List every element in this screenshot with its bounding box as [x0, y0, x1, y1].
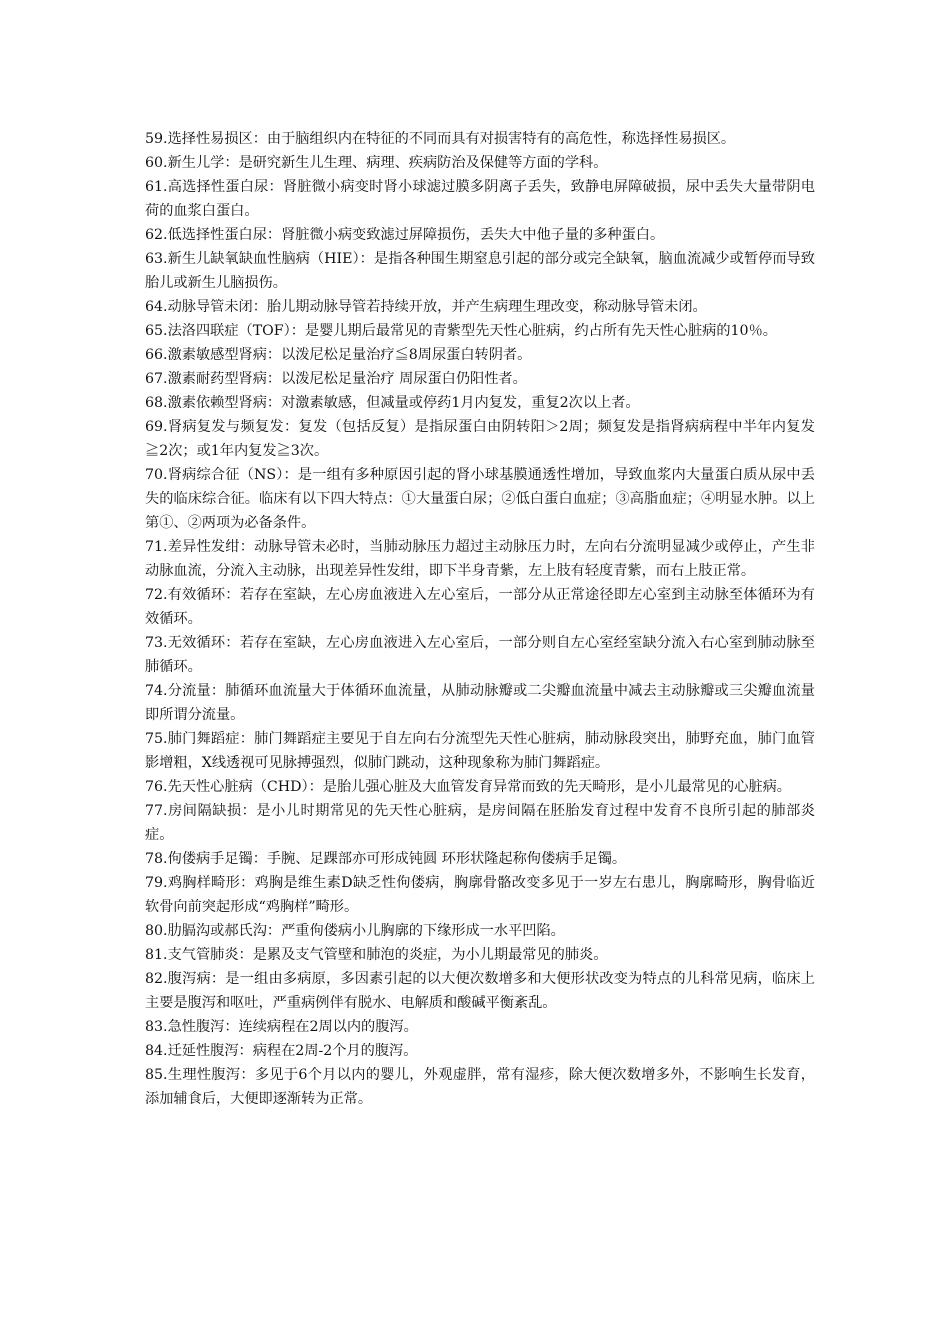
- definition-entry-75: 75.肺门舞蹈症：肺门舞蹈症主要见于自左向右分流型先天性心脏病，肺动脉段突出，肺野充血，肺门血管影增粗，X线透视可见脉搏强烈，似肺门跳动，这种现象称为肺门舞蹈症。: [145, 731, 815, 771]
- definition-entry-72: 72.有效循环：若存在室缺，左心房血液进入左心室后，一部分从正常途径即左心室到主动脉至体循环为有效循环。: [145, 587, 815, 627]
- definition-entry-81: 81.支气管肺炎：是累及支气管壁和肺泡的炎症，为小儿期最常见的肺炎。: [145, 947, 608, 963]
- definition-entry-80: 80.肋膈沟或郝氏沟：严重佝偻病小儿胸廓的下缘形成一水平凹陷。: [145, 923, 565, 939]
- definition-entry-74: 74.分流量：肺循环血流量大于体循环血流量，从肺动脉瓣或二尖瓣血流量中减去主动脉瓣或三尖瓣血流量即所谓分流量。: [145, 683, 815, 723]
- definition-entry-62: 62.低选择性蛋白尿：肾脏微小病变致滤过屏障损伤，丢失大中他子量的多种蛋白。: [145, 227, 665, 243]
- definition-entry-84: 84.迁延性腹泻：病程在2周-2个月的腹泻。: [145, 1043, 418, 1059]
- definition-entry-59: 59.选择性易损区：由于脑组织内在特征的不同而具有对损害特有的高危性，称选择性易损区。: [145, 131, 736, 147]
- definition-entry-67: 67.激素耐药型肾病：以泼尼松足量治疗 周尿蛋白仍阳性者。: [145, 371, 527, 387]
- definition-entry-82: 82.腹泻病：是一组由多病原，多因素引起的以大便次数增多和大便形状改变为特点的儿科常见病，临床上主要是腹泻和呕吐，严重病例伴有脱水、电解质和酸碱平衡紊乱。: [145, 971, 815, 1011]
- definition-entry-63: 63.新生儿缺氧缺血性脑病（HIE）：是指各种围生期窒息引起的部分或完全缺氧，脑血流减少或暂停而导致胎儿或新生儿脑损伤。: [145, 251, 815, 291]
- definition-entry-66: 66.激素敏感型肾病：以泼尼松足量治疗≦8周尿蛋白转阴者。: [145, 347, 532, 363]
- definition-entry-61: 61.高选择性蛋白尿：肾脏微小病变时肾小球滤过膜多阴离子丢失，致静电屏障破损，尿中丢失大量带阴电荷的血浆白蛋白。: [145, 179, 815, 219]
- definition-entry-85: 85.生理性腹泻：多见于6个月以内的婴儿，外观虚胖，常有湿疹，除大便次数增多外，不影响生长发育，添加辅食后，大便即逐渐转为正常。: [145, 1067, 815, 1107]
- definition-entry-65: 65.法洛四联症（TOF）：是婴儿期后最常见的青紫型先天性心脏病，约占所有先天性心脏病的10％。: [145, 323, 777, 339]
- definition-entry-77: 77.房间隔缺损：是小儿时期常见的先天性心脏病，是房间隔在胚胎发育过程中发育不良所引起的肺部炎症。: [145, 803, 815, 843]
- definition-entry-83: 83.急性腹泻：连续病程在2周以内的腹泻。: [145, 1019, 418, 1035]
- definition-entry-68: 68.激素依赖型肾病：对激素敏感，但减量或停药1月内复发，重复2次以上者。: [145, 395, 640, 411]
- definition-entry-60: 60.新生儿学：是研究新生儿生理、病理、疾病防治及保健等方面的学科。: [145, 155, 608, 171]
- definition-entry-78: 78.佝偻病手足镯：手腕、足踝部亦可形成钝圆 环形状隆起称佝偻病手足镯。: [145, 851, 627, 867]
- definition-entry-76: 76.先天性心脏病（CHD）：是胎儿强心脏及大血管发育异常而致的先天畸形，是小儿最常见的心脏病。: [145, 779, 791, 795]
- definition-entry-79: 79.鸡胸样畸形：鸡胸是维生素D缺乏性佝偻病，胸廓骨骼改变多见于一岁左右患儿，胸廓畸形，胸骨临近软骨向前突起形成“鸡胸样”畸形。: [145, 875, 815, 915]
- definition-entry-64: 64.动脉导管未闭：胎儿期动脉导管若持续开放，并产生病理生理改变，称动脉导管未闭。: [145, 299, 707, 315]
- definition-entry-71: 71.差异性发绀：动脉导管未必时，当肺动脉压力超过主动脉压力时，左向右分流明显减少或停止，产生非动脉血流，分流入主动脉，出现差异性发绀，即下半身青紫，左上肢有轻度青紫，而右上肢正常。: [145, 539, 815, 579]
- document-page: [145, 127, 815, 1111]
- definition-entry-73: 73.无效循环：若存在室缺，左心房血液进入左心室后，一部分则自左心室经室缺分流入右心室到肺动脉至肺循环。: [145, 635, 815, 675]
- definition-entry-70: 70.肾病综合征（NS）：是一组有多种原因引起的肾小球基膜通透性增加，导致血浆内大量蛋白质从尿中丢失的临床综合征。临床有以下四大特点：①大量蛋白尿；②低白蛋白血症；③高脂血症；④明显水肿。以上第①、②两项为必备条件。: [145, 467, 815, 531]
- definition-entry-69: 69.肾病复发与频复发：复发（包括反复）是指尿蛋白由阴转阳＞2周；频复发是指肾病病程中半年内复发≧2次；或1年内复发≧3次。: [145, 419, 815, 459]
